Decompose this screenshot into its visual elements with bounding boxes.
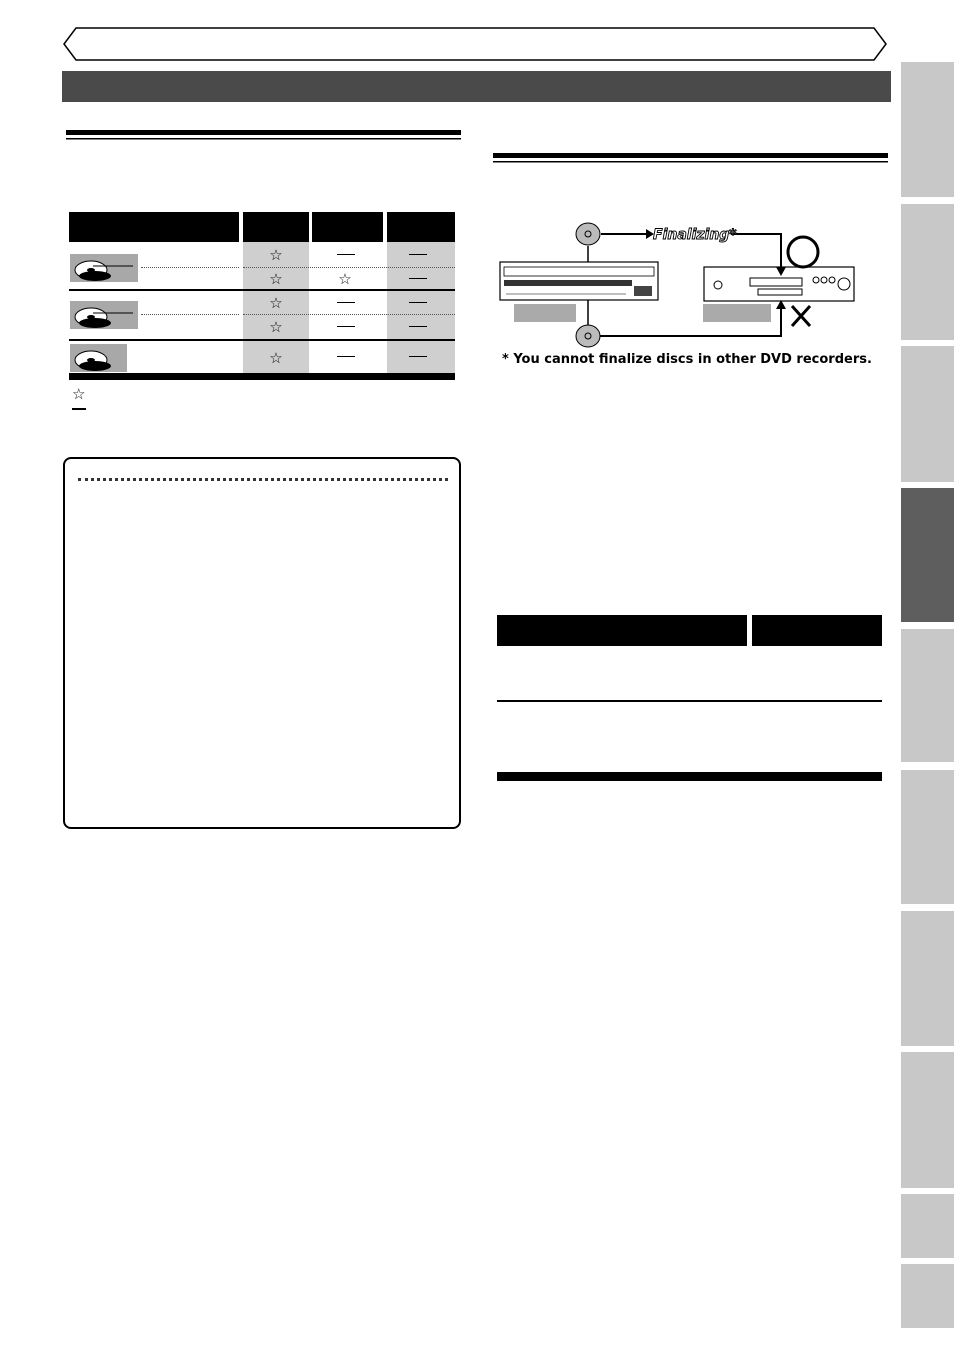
mark-r3-c2 [337, 356, 355, 357]
ok-circle-icon [788, 237, 818, 267]
side-tab-6[interactable] [901, 770, 954, 904]
section-title-bar [62, 71, 891, 102]
cross-icon [792, 306, 810, 326]
mark-r1a-c1: ☆ [269, 246, 283, 264]
table-header-media [69, 212, 239, 242]
disc-graphic-1 [73, 256, 133, 282]
mark-r3-c1: ☆ [269, 349, 283, 367]
disc-top-icon [576, 223, 600, 245]
disc-bottom-icon [576, 325, 600, 347]
side-tab-2[interactable] [901, 204, 954, 340]
side-tab-8[interactable] [901, 1052, 954, 1188]
right-table-bottom-rule [497, 772, 882, 781]
right-section-rule [493, 153, 888, 163]
table-header-col3 [387, 212, 455, 242]
note-box [63, 457, 461, 829]
mark-r3-c3 [409, 356, 427, 357]
left-section-rule [66, 130, 461, 140]
legend-star-symbol: ☆ [72, 385, 86, 403]
mark-r1a-c3 [409, 254, 427, 255]
mark-r2a-c2 [337, 302, 355, 303]
finalizing-label: Finalizing* [653, 227, 737, 243]
mark-r2a-c1: ☆ [269, 294, 283, 312]
table-header-col1 [243, 212, 309, 242]
side-tab-5[interactable] [901, 629, 954, 762]
mark-r2b-c3 [409, 326, 427, 327]
diagram-caption: * You cannot finalize discs in other DVD recorders. [502, 352, 872, 367]
mark-r2b-c1: ☆ [269, 318, 283, 336]
right-table-header-1 [497, 615, 747, 646]
compatibility-table [69, 212, 455, 382]
disc-graphic-3 [73, 346, 123, 372]
side-tab-4-active[interactable] [901, 488, 954, 622]
note-divider [78, 478, 448, 481]
finalizing-diagram [496, 212, 886, 362]
legend-dash-symbol [72, 408, 86, 410]
player-label-box [703, 304, 771, 322]
recorder-label-box [514, 304, 576, 322]
side-tab-7[interactable] [901, 911, 954, 1046]
disc-graphic-2 [73, 303, 133, 329]
side-tab-3[interactable] [901, 346, 954, 482]
side-tab-10[interactable] [901, 1264, 954, 1328]
header-banner [62, 24, 888, 64]
dvd-recorder-illustration [500, 262, 658, 300]
mark-r2b-c2 [337, 326, 355, 327]
mark-r1b-c2: ☆ [338, 270, 352, 288]
table-header-col2 [312, 212, 383, 242]
side-tab-9[interactable] [901, 1194, 954, 1258]
right-table-divider [497, 700, 882, 702]
side-tab-1[interactable] [901, 62, 954, 197]
mark-r1b-c3 [409, 278, 427, 279]
right-table-header-2 [752, 615, 882, 646]
mark-r2a-c3 [409, 302, 427, 303]
table-gray-col3 [387, 242, 455, 374]
mark-r1a-c2 [337, 254, 355, 255]
mark-r1b-c1: ☆ [269, 270, 283, 288]
